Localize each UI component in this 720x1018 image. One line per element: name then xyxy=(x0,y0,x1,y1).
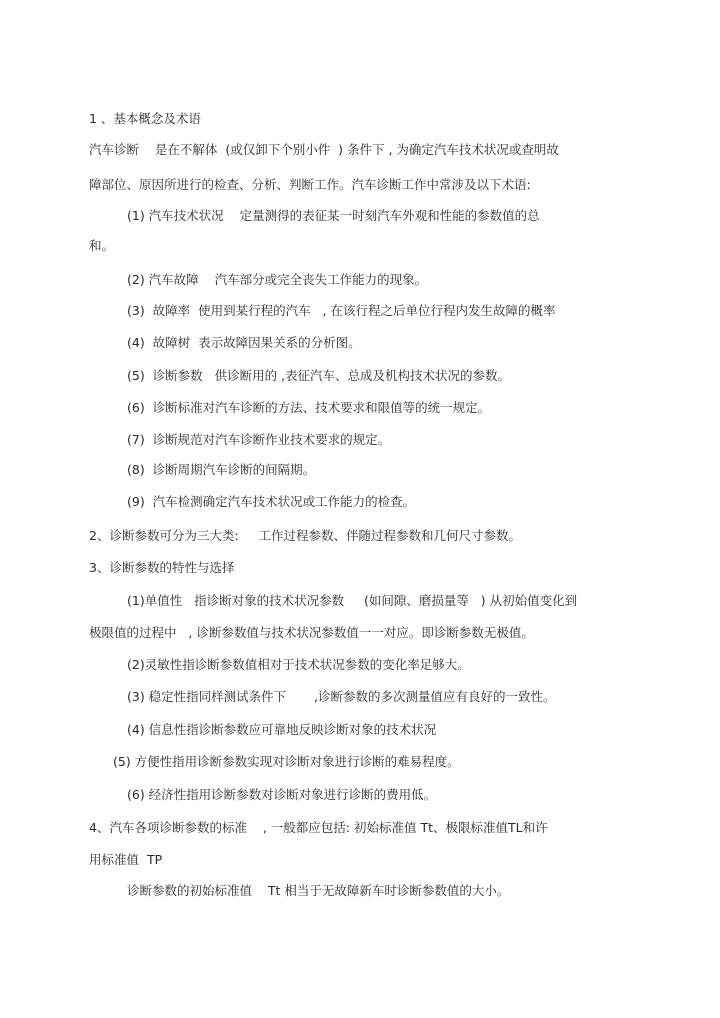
paragraph-line: 障部位、原因所进行的检查、分析、判断工作。汽车诊断工作中常涉及以下术语: xyxy=(89,177,531,192)
term-item: (6) 诊断标准对汽车诊断的方法、技术要求和限值等的统一规定。 xyxy=(127,400,491,415)
heading-3: 3、诊断参数的特性与选择 xyxy=(89,560,235,575)
term-item: (4) 故障树 表示故障因果关系的分析图。 xyxy=(127,335,361,350)
paragraph-line: 和。 xyxy=(89,238,115,253)
term-item: (9) 汽车检测确定汽车技术状况或工作能力的检查。 xyxy=(127,494,416,509)
paragraph-line: 极限值的过程中 , 诊断参数值与技术状况参数值一一对应。即诊断参数无极值。 xyxy=(89,625,534,640)
term-item: (1) 汽车技术状况 定量测得的表征某一时刻汽车外观和性能的参数值的总 xyxy=(127,208,540,223)
paragraph-line: 用标准值 TP xyxy=(89,852,163,867)
paragraph-line: 诊断参数的初始标准值 Tt 相当于无故障新车时诊断参数值的大小。 xyxy=(127,883,510,898)
heading-4: 4、汽车各项诊断参数的标准 , 一般都应包括: 初始标准值 Tt、极限标准值TL和许 xyxy=(89,820,548,835)
property-item: (4) 信息性指诊断参数应可靠地反映诊断对象的技术状况 xyxy=(127,722,437,737)
property-item: (5) 方便性指用诊断参数实现对诊断对象进行诊断的难易程度。 xyxy=(113,754,460,769)
term-item: (2) 汽车故障 汽车部分或完全丧失工作能力的现象。 xyxy=(127,272,428,287)
property-item: (6) 经济性指用诊断参数对诊断对象进行诊断的费用低。 xyxy=(127,787,437,802)
term-item: (8) 诊断周期汽车诊断的间隔期。 xyxy=(127,462,316,477)
heading-1: 1 、基本概念及术语 xyxy=(89,111,201,126)
property-item: (1)单值性 指诊断对象的技术状况参数 (如间隙、磨损量等 ) 从初始值变化到 xyxy=(127,593,578,608)
term-item: (7) 诊断规范对汽车诊断作业技术要求的规定。 xyxy=(127,432,391,447)
term-item: (5) 诊断参数 供诊断用的 ,表征汽车、总成及机构技术状况的参数。 xyxy=(127,368,511,383)
heading-2: 2、诊断参数可分为三大类: 工作过程参数、伴随过程参数和几何尺寸参数。 xyxy=(89,528,522,543)
property-item: (3) 稳定性指同样测试条件下 ,诊断参数的多次测量值应有良好的一致性。 xyxy=(127,689,556,704)
paragraph-line: 汽车诊断 是在不解体 (或仅卸下个别小件 ) 条件下 , 为确定汽车技术状况或查明故 xyxy=(89,142,559,157)
property-item: (2)灵敏性指诊断参数值相对于技术状况参数的变化率足够大。 xyxy=(127,657,470,672)
term-item: (3) 故障率 使用到某行程的汽车 , 在该行程之后单位行程内发生故障的概率 xyxy=(127,303,556,318)
